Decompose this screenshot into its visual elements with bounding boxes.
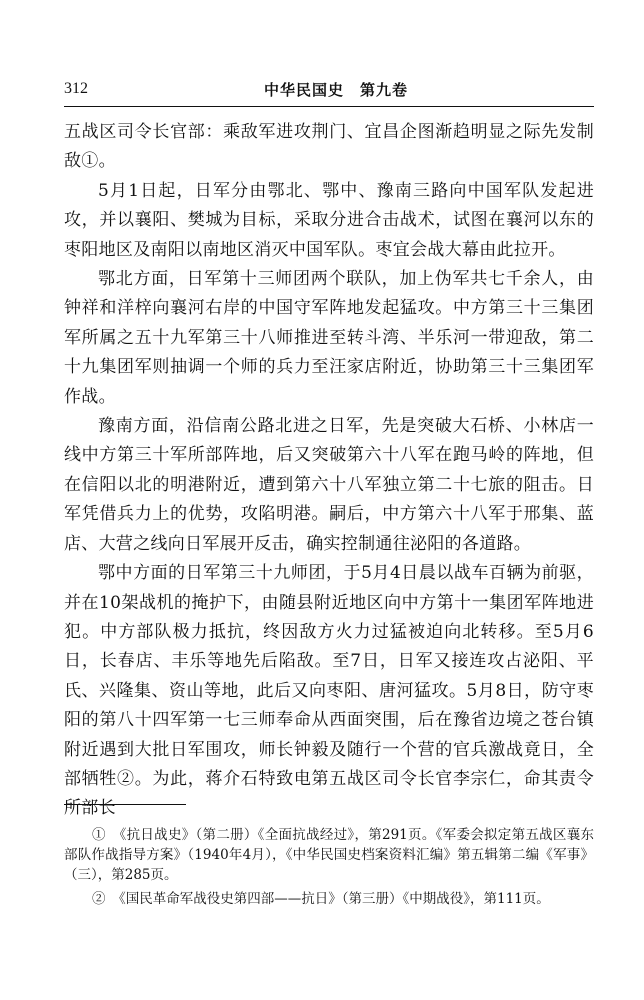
- header-rule: [64, 106, 594, 107]
- running-title: 中华民国史 第九卷: [264, 81, 409, 99]
- footnote-2: ② 《国民革命军战役史第四部——抗日》（第三册）《中期战役》，第111页。: [92, 891, 550, 907]
- paragraph: 豫南方面，沿信南公路北进之日军，先是突破大石桥、小林店一线中方第三十军所部阵地，后又突破第六十八军在跑马岭的阵地，但在信阳以北的明港附近，遭到第六十八军独立第二十七旅的阻击。日军凭借兵力上的优势，攻陷明港。嗣后，中方第六十八军于邢集、蓝店、大营之线向日军展开反击，确实控制通往泌阳的各道路。: [64, 416, 594, 554]
- footnotes: [64, 825, 594, 909]
- paragraph: 鄂中方面的日军第三十九师团，于5月4日晨以战车百辆为前驱，并在10架战机的掩护下，由随县附近地区向中方第十一集团军阵地进犯。中方部队极力抵抗，终因敌方火力过猛被迫向北转移。至5月6日，长春店、丰乐等地先后陷敌。至7日，日军又接连攻占泌阳、平氏、兴隆集、资山等地，此后又向枣阳、唐河猛攻。5月8日，防守枣阳的第八十四军第一七三师奉命从西面突围，后在豫省边境之苍台镇附近遇到大批日军围攻，师长钟毅及随行一个营的官兵激战竟日，全部牺牲②。为此，蒋介石特致电第五战区司令长官李宗仁，命其责令所部长: [64, 563, 594, 819]
- footnote-1: ① 《抗日战史》（第二册）《全面抗战经过》，第291页。《军委会拟定第五战区襄东部队作战指导方案》（1940年4月），《中华民国史档案资料汇编》第五辑第二编《军事》（三），第285页。: [64, 827, 594, 883]
- footnote-rule: [64, 804, 186, 805]
- paragraph: 5月1日起，日军分由鄂北、鄂中、豫南三路向中国军队发起进攻，并以襄阳、樊城为目标，采取分进合击战术，试图在襄河以东的枣阳地区及南阳以南地区消灭中国军队。枣宜会战大幕由此拉开。: [64, 180, 594, 260]
- paragraph: 鄂北方面，日军第十三师团两个联队，加上伪军共七千余人，由钟祥和洋梓向襄河右岸的中国守军阵地发起猛攻。中方第三十三集团军所属之五十九军第三十八师推进至转斗湾、半乐河一带迎敌，第二十九集团军则抽调一个师的兵力至汪家店附近，协助第三十三集团军作战。: [64, 269, 594, 407]
- paragraph: 五战区司令长官部：乘敌军进攻荆门、宜昌企图渐趋明显之际先发制敌①。: [64, 122, 594, 172]
- main-text: [64, 118, 594, 824]
- page-header: [64, 80, 594, 104]
- page-number: 312: [64, 80, 88, 97]
